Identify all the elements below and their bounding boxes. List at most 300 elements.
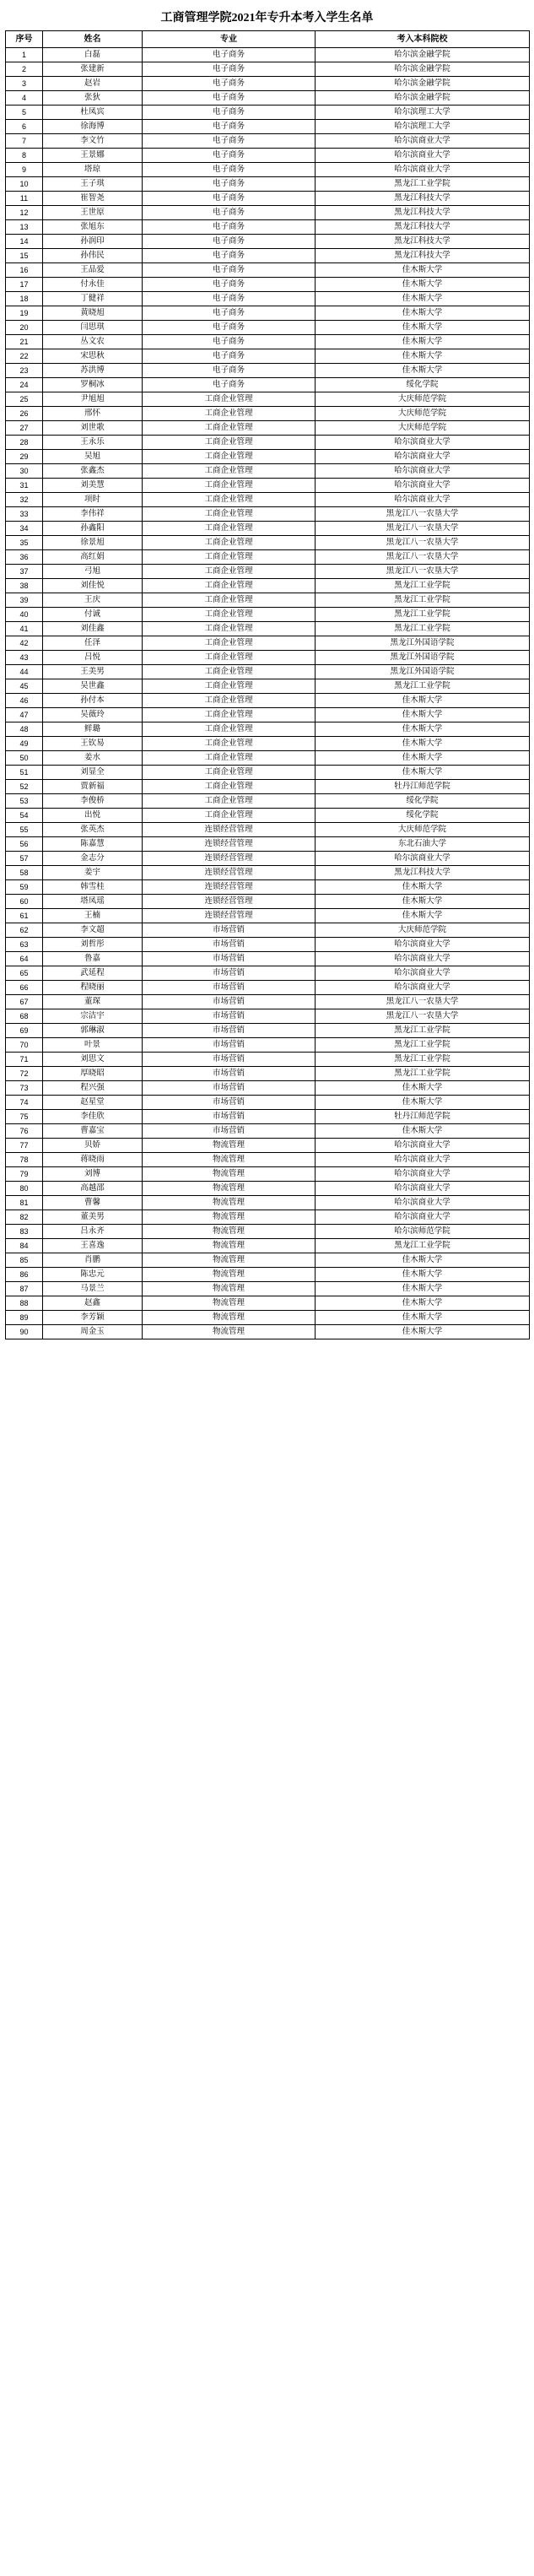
student-index: 20 xyxy=(6,321,43,335)
student-school: 佳木斯大学 xyxy=(316,737,530,751)
student-school: 黑龙江八一农垦大学 xyxy=(316,536,530,550)
student-school: 哈尔滨金融学院 xyxy=(316,91,530,106)
student-index: 25 xyxy=(6,392,43,407)
table-row xyxy=(6,722,530,737)
student-index: 5 xyxy=(6,106,43,120)
student-index: 21 xyxy=(6,335,43,349)
student-school: 黑龙江科技大学 xyxy=(316,866,530,880)
column-header-index: 序号 xyxy=(6,31,43,48)
table-row xyxy=(6,909,530,923)
student-index: 26 xyxy=(6,407,43,421)
student-major: 市场营销 xyxy=(143,1053,316,1067)
student-name: 叶景 xyxy=(43,1038,143,1053)
student-name: 白磊 xyxy=(43,48,143,62)
student-major: 工商企业管理 xyxy=(143,636,316,651)
student-name: 肖鹏 xyxy=(43,1253,143,1268)
column-header-name: 姓名 xyxy=(43,31,143,48)
student-school: 黑龙江八一农垦大学 xyxy=(316,1009,530,1024)
student-name: 赵星堂 xyxy=(43,1096,143,1110)
student-school: 黑龙江外国语学院 xyxy=(316,651,530,665)
student-name: 付永佳 xyxy=(43,278,143,292)
student-name: 丁健祥 xyxy=(43,292,143,306)
student-index: 71 xyxy=(6,1053,43,1067)
student-index: 32 xyxy=(6,493,43,507)
student-school: 黑龙江工业学院 xyxy=(316,1067,530,1081)
student-major: 电子商务 xyxy=(143,77,316,91)
table-row xyxy=(6,651,530,665)
table-row xyxy=(6,565,530,579)
student-name: 曹嘉宝 xyxy=(43,1124,143,1139)
student-name: 李文超 xyxy=(43,923,143,938)
student-major: 物流管理 xyxy=(143,1239,316,1253)
student-school: 哈尔滨商业大学 xyxy=(316,464,530,479)
table-row xyxy=(6,278,530,292)
table-row xyxy=(6,579,530,593)
student-name: 王钦易 xyxy=(43,737,143,751)
student-school: 佳木斯大学 xyxy=(316,1311,530,1325)
table-row xyxy=(6,1253,530,1268)
student-major: 市场营销 xyxy=(143,1081,316,1096)
student-name: 崔智尧 xyxy=(43,192,143,206)
table-header xyxy=(6,31,530,48)
student-index: 77 xyxy=(6,1139,43,1153)
student-index: 44 xyxy=(6,665,43,679)
student-index: 13 xyxy=(6,220,43,235)
table-row xyxy=(6,91,530,106)
student-name: 刘佳鑫 xyxy=(43,622,143,636)
student-school: 佳木斯大学 xyxy=(316,1081,530,1096)
student-name: 吴旭 xyxy=(43,450,143,464)
table-row xyxy=(6,493,530,507)
student-index: 22 xyxy=(6,349,43,364)
student-major: 电子商务 xyxy=(143,220,316,235)
student-name: 贝娇 xyxy=(43,1139,143,1153)
table-row xyxy=(6,62,530,77)
student-major: 电子商务 xyxy=(143,235,316,249)
table-row xyxy=(6,206,530,220)
student-school: 哈尔滨商业大学 xyxy=(316,134,530,149)
student-index: 53 xyxy=(6,794,43,809)
student-major: 市场营销 xyxy=(143,1067,316,1081)
student-name: 赵岩 xyxy=(43,77,143,91)
student-major: 电子商务 xyxy=(143,206,316,220)
page-title: 工商管理学院2021年专升本考入学生名单 xyxy=(160,12,374,24)
student-index: 4 xyxy=(6,91,43,106)
table-row xyxy=(6,479,530,493)
student-index: 76 xyxy=(6,1124,43,1139)
student-major: 工商企业管理 xyxy=(143,565,316,579)
student-major: 物流管理 xyxy=(143,1153,316,1167)
student-school: 佳木斯大学 xyxy=(316,1282,530,1296)
student-major: 工商企业管理 xyxy=(143,579,316,593)
table-row xyxy=(6,77,530,91)
student-index: 29 xyxy=(6,450,43,464)
student-index: 80 xyxy=(6,1182,43,1196)
student-name: 黄晓旭 xyxy=(43,306,143,321)
table-row xyxy=(6,981,530,995)
student-school: 哈尔滨金融学院 xyxy=(316,77,530,91)
student-school: 哈尔滨商业大学 xyxy=(316,1182,530,1196)
student-index: 72 xyxy=(6,1067,43,1081)
student-index: 65 xyxy=(6,966,43,981)
student-index: 16 xyxy=(6,263,43,278)
table-row xyxy=(6,1167,530,1182)
table-row xyxy=(6,464,530,479)
student-school: 哈尔滨商业大学 xyxy=(316,479,530,493)
student-name: 刘美慧 xyxy=(43,479,143,493)
student-major: 市场营销 xyxy=(143,1124,316,1139)
student-school: 哈尔滨商业大学 xyxy=(316,1139,530,1153)
table-row xyxy=(6,1296,530,1311)
table-row xyxy=(6,392,530,407)
student-name: 王子琪 xyxy=(43,177,143,192)
table-row xyxy=(6,1139,530,1153)
student-index: 1 xyxy=(6,48,43,62)
student-major: 市场营销 xyxy=(143,966,316,981)
student-major: 电子商务 xyxy=(143,62,316,77)
student-name: 李芳颖 xyxy=(43,1311,143,1325)
student-school: 佳木斯大学 xyxy=(316,694,530,708)
student-index: 36 xyxy=(6,550,43,565)
student-index: 90 xyxy=(6,1325,43,1339)
student-name: 陈忠元 xyxy=(43,1268,143,1282)
table-row xyxy=(6,665,530,679)
student-name: 周金玉 xyxy=(43,1325,143,1339)
student-index: 48 xyxy=(6,722,43,737)
student-name: 李文竹 xyxy=(43,134,143,149)
student-major: 工商企业管理 xyxy=(143,392,316,407)
table-row xyxy=(6,306,530,321)
table-row xyxy=(6,106,530,120)
student-school: 佳木斯大学 xyxy=(316,1296,530,1311)
student-major: 电子商务 xyxy=(143,149,316,163)
student-major: 物流管理 xyxy=(143,1325,316,1339)
student-index: 40 xyxy=(6,608,43,622)
student-name: 孙鑫阳 xyxy=(43,522,143,536)
student-major: 工商企业管理 xyxy=(143,651,316,665)
student-major: 连锁经营管理 xyxy=(143,880,316,895)
table-row xyxy=(6,751,530,766)
student-school: 大庆师范学院 xyxy=(316,923,530,938)
student-name: 尹旭旭 xyxy=(43,392,143,407)
student-name: 高红娟 xyxy=(43,550,143,565)
student-name: 姜水 xyxy=(43,751,143,766)
student-name: 鲁嘉 xyxy=(43,952,143,966)
student-school: 黑龙江工业学院 xyxy=(316,593,530,608)
student-major: 电子商务 xyxy=(143,192,316,206)
student-name: 董琛 xyxy=(43,995,143,1009)
student-name: 王喜逸 xyxy=(43,1239,143,1253)
student-index: 79 xyxy=(6,1167,43,1182)
student-index: 42 xyxy=(6,636,43,651)
table-row xyxy=(6,1311,530,1325)
student-name: 宗洁宇 xyxy=(43,1009,143,1024)
student-name: 董美男 xyxy=(43,1210,143,1225)
student-index: 54 xyxy=(6,809,43,823)
table-row xyxy=(6,48,530,62)
student-major: 电子商务 xyxy=(143,306,316,321)
student-name: 刘佳悦 xyxy=(43,579,143,593)
table-row xyxy=(6,694,530,708)
student-major: 物流管理 xyxy=(143,1196,316,1210)
table-row xyxy=(6,522,530,536)
student-major: 工商企业管理 xyxy=(143,421,316,436)
student-major: 工商企业管理 xyxy=(143,665,316,679)
student-index: 7 xyxy=(6,134,43,149)
student-index: 14 xyxy=(6,235,43,249)
table-row xyxy=(6,321,530,335)
student-index: 64 xyxy=(6,952,43,966)
student-major: 工商企业管理 xyxy=(143,407,316,421)
table-body xyxy=(6,48,530,1339)
student-major: 电子商务 xyxy=(143,249,316,263)
student-major: 物流管理 xyxy=(143,1311,316,1325)
student-school: 佳木斯大学 xyxy=(316,1096,530,1110)
student-name: 王美男 xyxy=(43,665,143,679)
table-row xyxy=(6,1196,530,1210)
student-school: 黑龙江八一农垦大学 xyxy=(316,995,530,1009)
student-name: 弓旭 xyxy=(43,565,143,579)
table-row xyxy=(6,636,530,651)
student-major: 工商企业管理 xyxy=(143,622,316,636)
student-major: 物流管理 xyxy=(143,1296,316,1311)
student-school: 绥化学院 xyxy=(316,378,530,392)
student-school: 佳木斯大学 xyxy=(316,909,530,923)
student-school: 哈尔滨商业大学 xyxy=(316,1210,530,1225)
student-name: 吴薇玲 xyxy=(43,708,143,722)
student-index: 59 xyxy=(6,880,43,895)
student-index: 6 xyxy=(6,120,43,134)
student-index: 9 xyxy=(6,163,43,177)
student-name: 张旭东 xyxy=(43,220,143,235)
student-major: 工商企业管理 xyxy=(143,522,316,536)
table-row xyxy=(6,1124,530,1139)
table-row xyxy=(6,866,530,880)
student-major: 工商企业管理 xyxy=(143,780,316,794)
student-major: 电子商务 xyxy=(143,292,316,306)
student-name: 姜宇 xyxy=(43,866,143,880)
student-major: 电子商务 xyxy=(143,134,316,149)
student-index: 66 xyxy=(6,981,43,995)
student-index: 62 xyxy=(6,923,43,938)
table-row xyxy=(6,880,530,895)
table-row xyxy=(6,536,530,550)
student-school: 大庆师范学院 xyxy=(316,421,530,436)
student-index: 28 xyxy=(6,436,43,450)
student-index: 55 xyxy=(6,823,43,837)
student-index: 57 xyxy=(6,852,43,866)
table-row xyxy=(6,177,530,192)
student-school: 黑龙江外国语学院 xyxy=(316,665,530,679)
student-name: 项时 xyxy=(43,493,143,507)
student-name: 孙付本 xyxy=(43,694,143,708)
table-row xyxy=(6,1053,530,1067)
student-name: 刘哲彤 xyxy=(43,938,143,952)
student-index: 24 xyxy=(6,378,43,392)
table-row xyxy=(6,220,530,235)
table-row xyxy=(6,378,530,392)
table-row xyxy=(6,1067,530,1081)
student-name: 蒋晓雨 xyxy=(43,1153,143,1167)
student-index: 67 xyxy=(6,995,43,1009)
student-name: 吴世鑫 xyxy=(43,679,143,694)
student-school: 黑龙江科技大学 xyxy=(316,206,530,220)
student-name: 付诚 xyxy=(43,608,143,622)
student-index: 50 xyxy=(6,751,43,766)
student-name: 刘世歌 xyxy=(43,421,143,436)
student-major: 工商企业管理 xyxy=(143,507,316,522)
student-name: 厚晓昭 xyxy=(43,1067,143,1081)
student-index: 27 xyxy=(6,421,43,436)
student-index: 52 xyxy=(6,780,43,794)
student-major: 工商企业管理 xyxy=(143,593,316,608)
table-row xyxy=(6,1153,530,1167)
table-row xyxy=(6,852,530,866)
student-major: 工商企业管理 xyxy=(143,751,316,766)
student-school: 东北石油大学 xyxy=(316,837,530,852)
student-school: 佳木斯大学 xyxy=(316,263,530,278)
student-school: 哈尔滨商业大学 xyxy=(316,966,530,981)
table-row xyxy=(6,995,530,1009)
student-index: 35 xyxy=(6,536,43,550)
student-school: 黑龙江工业学院 xyxy=(316,608,530,622)
student-school: 哈尔滨理工大学 xyxy=(316,120,530,134)
student-school: 牡丹江师范学院 xyxy=(316,1110,530,1124)
student-major: 市场营销 xyxy=(143,995,316,1009)
table-row xyxy=(6,1239,530,1253)
column-header-school: 考入本科院校 xyxy=(316,31,530,48)
student-major: 工商企业管理 xyxy=(143,436,316,450)
student-major: 电子商务 xyxy=(143,349,316,364)
table-row xyxy=(6,163,530,177)
student-school: 佳木斯大学 xyxy=(316,306,530,321)
student-school: 绥化学院 xyxy=(316,809,530,823)
student-name: 陈嘉慧 xyxy=(43,837,143,852)
student-name: 王庆 xyxy=(43,593,143,608)
table-row xyxy=(6,708,530,722)
student-school: 佳木斯大学 xyxy=(316,751,530,766)
student-major: 工商企业管理 xyxy=(143,608,316,622)
table-row xyxy=(6,1024,530,1038)
student-school: 黑龙江科技大学 xyxy=(316,192,530,206)
student-school: 黑龙江工业学院 xyxy=(316,622,530,636)
student-name: 金志分 xyxy=(43,852,143,866)
student-name: 贾新福 xyxy=(43,780,143,794)
student-name: 赵鑫 xyxy=(43,1296,143,1311)
table-row xyxy=(6,550,530,565)
student-school: 黑龙江科技大学 xyxy=(316,249,530,263)
student-major: 工商企业管理 xyxy=(143,550,316,565)
student-index: 51 xyxy=(6,766,43,780)
student-index: 70 xyxy=(6,1038,43,1053)
student-name: 王永乐 xyxy=(43,436,143,450)
student-school: 哈尔滨商业大学 xyxy=(316,493,530,507)
student-name: 孙伟民 xyxy=(43,249,143,263)
student-name: 张鑫杰 xyxy=(43,464,143,479)
student-school: 哈尔滨商业大学 xyxy=(316,163,530,177)
table-row xyxy=(6,134,530,149)
student-name: 杜凤宾 xyxy=(43,106,143,120)
student-index: 2 xyxy=(6,62,43,77)
student-name: 丛文农 xyxy=(43,335,143,349)
student-major: 物流管理 xyxy=(143,1253,316,1268)
student-index: 83 xyxy=(6,1225,43,1239)
student-name: 徐海博 xyxy=(43,120,143,134)
student-name: 宋思秋 xyxy=(43,349,143,364)
student-index: 23 xyxy=(6,364,43,378)
student-index: 19 xyxy=(6,306,43,321)
student-name: 鲜璐 xyxy=(43,722,143,737)
student-name: 罗桐冰 xyxy=(43,378,143,392)
table-row xyxy=(6,192,530,206)
student-major: 工商企业管理 xyxy=(143,708,316,722)
student-school: 哈尔滨商业大学 xyxy=(316,852,530,866)
table-row xyxy=(6,149,530,163)
student-major: 电子商务 xyxy=(143,48,316,62)
student-school: 哈尔滨商业大学 xyxy=(316,450,530,464)
student-school: 大庆师范学院 xyxy=(316,823,530,837)
student-major: 物流管理 xyxy=(143,1139,316,1153)
student-index: 30 xyxy=(6,464,43,479)
student-school: 哈尔滨商业大学 xyxy=(316,1196,530,1210)
student-major: 工商企业管理 xyxy=(143,794,316,809)
student-school: 大庆师范学院 xyxy=(316,407,530,421)
student-major: 电子商务 xyxy=(143,177,316,192)
student-school: 佳木斯大学 xyxy=(316,895,530,909)
student-major: 连锁经营管理 xyxy=(143,866,316,880)
student-index: 85 xyxy=(6,1253,43,1268)
student-name: 韩雪桂 xyxy=(43,880,143,895)
student-school: 哈尔滨师范学院 xyxy=(316,1225,530,1239)
student-name: 邢怀 xyxy=(43,407,143,421)
student-school: 黑龙江八一农垦大学 xyxy=(316,550,530,565)
student-name: 王世原 xyxy=(43,206,143,220)
student-index: 45 xyxy=(6,679,43,694)
student-major: 工商企业管理 xyxy=(143,737,316,751)
student-school: 黑龙江工业学院 xyxy=(316,1053,530,1067)
student-index: 12 xyxy=(6,206,43,220)
table-row xyxy=(6,421,530,436)
student-major: 工商企业管理 xyxy=(143,722,316,737)
student-name: 王景娜 xyxy=(43,149,143,163)
student-name: 塔琼 xyxy=(43,163,143,177)
student-major: 电子商务 xyxy=(143,335,316,349)
student-name: 高越邵 xyxy=(43,1182,143,1196)
student-index: 56 xyxy=(6,837,43,852)
student-school: 哈尔滨商业大学 xyxy=(316,436,530,450)
student-index: 81 xyxy=(6,1196,43,1210)
student-index: 43 xyxy=(6,651,43,665)
student-school: 黑龙江工业学院 xyxy=(316,1239,530,1253)
student-name: 王楠 xyxy=(43,909,143,923)
student-major: 工商企业管理 xyxy=(143,694,316,708)
student-index: 74 xyxy=(6,1096,43,1110)
student-major: 市场营销 xyxy=(143,1096,316,1110)
student-major: 物流管理 xyxy=(143,1225,316,1239)
student-index: 41 xyxy=(6,622,43,636)
student-index: 47 xyxy=(6,708,43,722)
student-major: 市场营销 xyxy=(143,1110,316,1124)
table-row xyxy=(6,1268,530,1282)
student-index: 86 xyxy=(6,1268,43,1282)
table-row xyxy=(6,1081,530,1096)
student-school: 哈尔滨商业大学 xyxy=(316,1153,530,1167)
student-school: 大庆师范学院 xyxy=(316,392,530,407)
student-major: 电子商务 xyxy=(143,378,316,392)
student-index: 58 xyxy=(6,866,43,880)
student-index: 38 xyxy=(6,579,43,593)
student-major: 市场营销 xyxy=(143,1038,316,1053)
